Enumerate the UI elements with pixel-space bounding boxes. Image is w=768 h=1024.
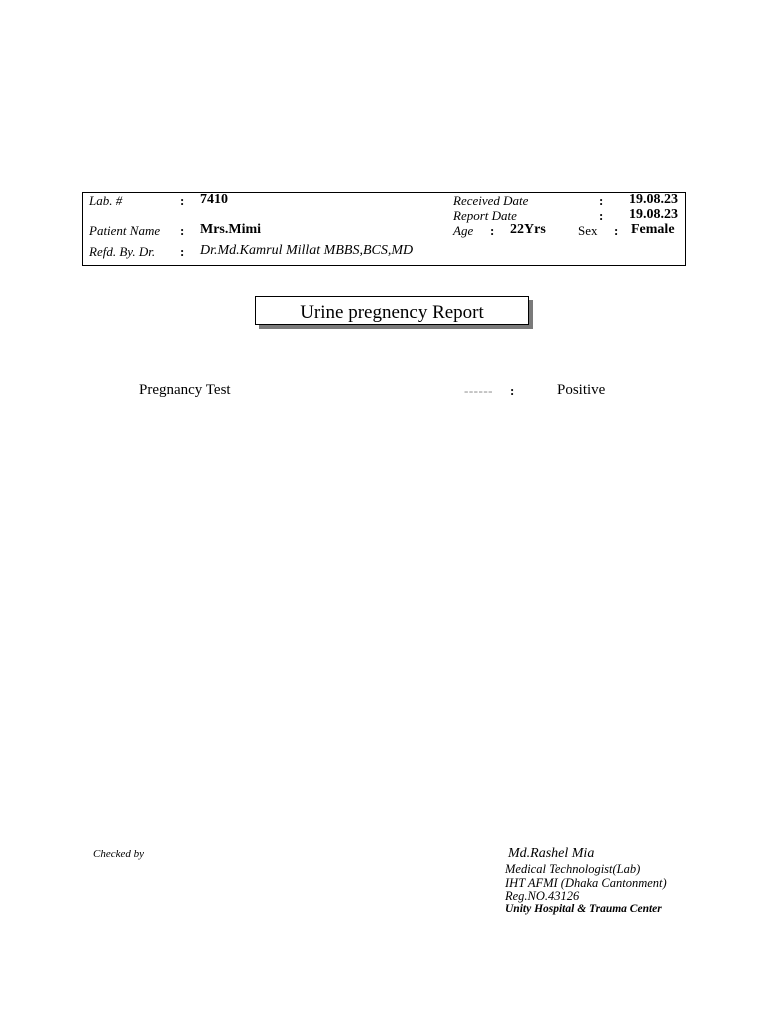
sex-colon: :: [614, 223, 619, 238]
patient-name-label: Patient Name: [89, 223, 161, 238]
result-colon: :: [510, 383, 515, 398]
report-date-value: 19.08.23: [629, 207, 678, 222]
received-colon: :: [599, 193, 604, 208]
age-value: 22Yrs: [510, 222, 546, 237]
report-title: Urine pregnency Report: [255, 296, 529, 325]
lab-number-label: Lab. #: [89, 193, 123, 208]
sex-label: Sex: [578, 223, 598, 238]
lab-colon: :: [180, 193, 185, 208]
report-colon: :: [599, 208, 604, 223]
checked-by-label: Checked by: [93, 848, 144, 860]
hospital-name: Unity Hospital & Trauma Center: [505, 903, 662, 915]
signer-name: Md.Rashel Mia: [508, 846, 595, 861]
refd-by-value: Dr.Md.Kamrul Millat MBBS,BCS,MD: [200, 243, 414, 258]
refd-colon: :: [180, 244, 185, 259]
signer-title: Medical Technologist(Lab): [505, 862, 641, 876]
sex-value: Female: [631, 222, 675, 237]
result-dashes: ------: [464, 383, 493, 398]
received-date-label: Received Date: [453, 193, 529, 208]
report-date-label: Report Date: [453, 208, 517, 223]
refd-by-label: Refd. By. Dr.: [89, 244, 156, 259]
lab-number-value: 7410: [200, 192, 228, 207]
patient-colon: :: [180, 223, 185, 238]
signer-reg: Reg.NO.43126: [505, 889, 580, 903]
age-label: Age: [453, 223, 474, 238]
test-name: Pregnancy Test: [139, 382, 231, 398]
received-date-value: 19.08.23: [629, 192, 678, 207]
patient-name-value: Mrs.Mimi: [200, 222, 262, 237]
signer-institute: IHT AFMI (Dhaka Cantonment): [505, 876, 667, 890]
age-colon: :: [490, 223, 495, 238]
test-result-value: Positive: [557, 382, 606, 398]
